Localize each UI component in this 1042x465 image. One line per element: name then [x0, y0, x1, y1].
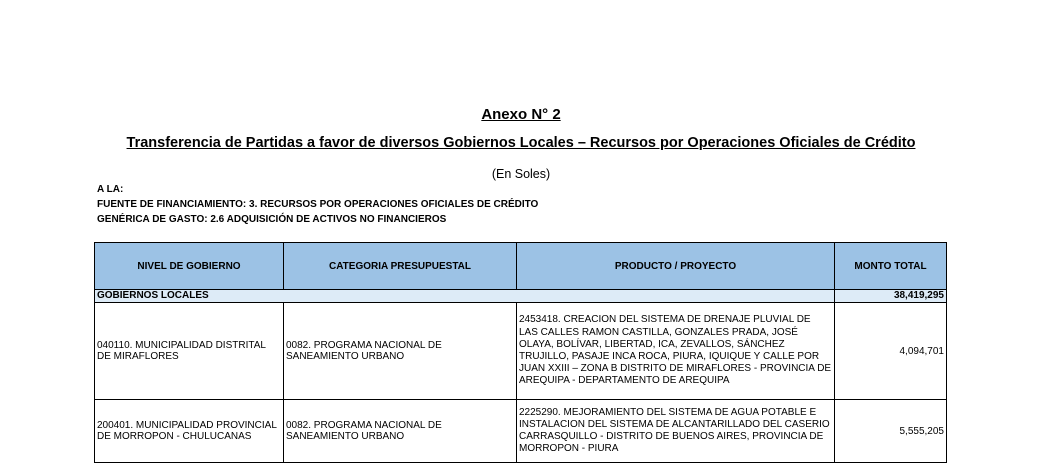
column-header-monto: MONTO TOTAL — [835, 243, 947, 290]
cell-proyecto: 2225290. MEJORAMIENTO DEL SISTEMA DE AGUA POTABLE E INSTALACION DEL SISTEMA DE ALCANTARILLADO DEL CASERIO CARRASQUILLO - DISTRITO DE BUENOS AIRES, PROVINCIA DE MORROPON - PIURA — [517, 400, 835, 463]
table-row — [95, 400, 947, 463]
table-row — [95, 303, 947, 400]
cell-monto: 5,555,205 — [835, 400, 947, 463]
currency-units: (En Soles) — [491, 167, 551, 181]
group-row — [95, 290, 947, 303]
cell-nivel: 200401. MUNICIPALIDAD PROVINCIAL DE MORROPON - CHULUCANAS — [95, 400, 284, 463]
document-subtitle: Transferencia de Partidas a favor de diversos Gobiernos Locales – Recursos por Operaciones Oficiales de Crédito — [126, 135, 916, 151]
column-header-proyecto: PRODUCTO / PROYECTO — [517, 243, 835, 290]
cell-monto: 4,094,701 — [835, 303, 947, 400]
transfer-table — [94, 242, 947, 463]
group-label: GOBIERNOS LOCALES — [95, 290, 835, 303]
recipient-label: A LA: — [97, 184, 124, 195]
funding-source: FUENTE DE FINANCIAMIENTO: 3. RECURSOS POR OPERACIONES OFICIALES DE CRÉDITO — [97, 199, 539, 210]
table-header-row — [95, 243, 947, 290]
column-header-nivel: NIVEL DE GOBIERNO — [95, 243, 284, 290]
expense-generic: GENÉRICA DE GASTO: 2.6 ADQUISICIÓN DE ACTIVOS NO FINANCIEROS — [97, 214, 447, 225]
cell-categoria: 0082. PROGRAMA NACIONAL DE SANEAMIENTO URBANO — [284, 303, 517, 400]
cell-categoria: 0082. PROGRAMA NACIONAL DE SANEAMIENTO URBANO — [284, 400, 517, 463]
column-header-categoria: CATEGORIA PRESUPUESTAL — [284, 243, 517, 290]
annex-title: Anexo N° 2 — [481, 106, 561, 123]
group-total: 38,419,295 — [835, 290, 947, 303]
cell-nivel: 040110. MUNICIPALIDAD DISTRITAL DE MIRAFLORES — [95, 303, 284, 400]
cell-proyecto: 2453418. CREACION DEL SISTEMA DE DRENAJE PLUVIAL DE LAS CALLES RAMON CASTILLA, GONZALES PRADA, JOSÉ OLAYA, BOLÍVAR, LIBERTAD, ICA, ZEVALLOS, SÁNCHEZ TRUJILLO, PASAJE INCA ROCA, PIURA, IQUIQUE Y CALLE POR JUAN XXIII – ZONA B DISTRITO DE MIRAFLORES - PROVINCIA DE AREQUIPA - DEPARTAMENTO DE AREQUIPA — [517, 303, 835, 400]
